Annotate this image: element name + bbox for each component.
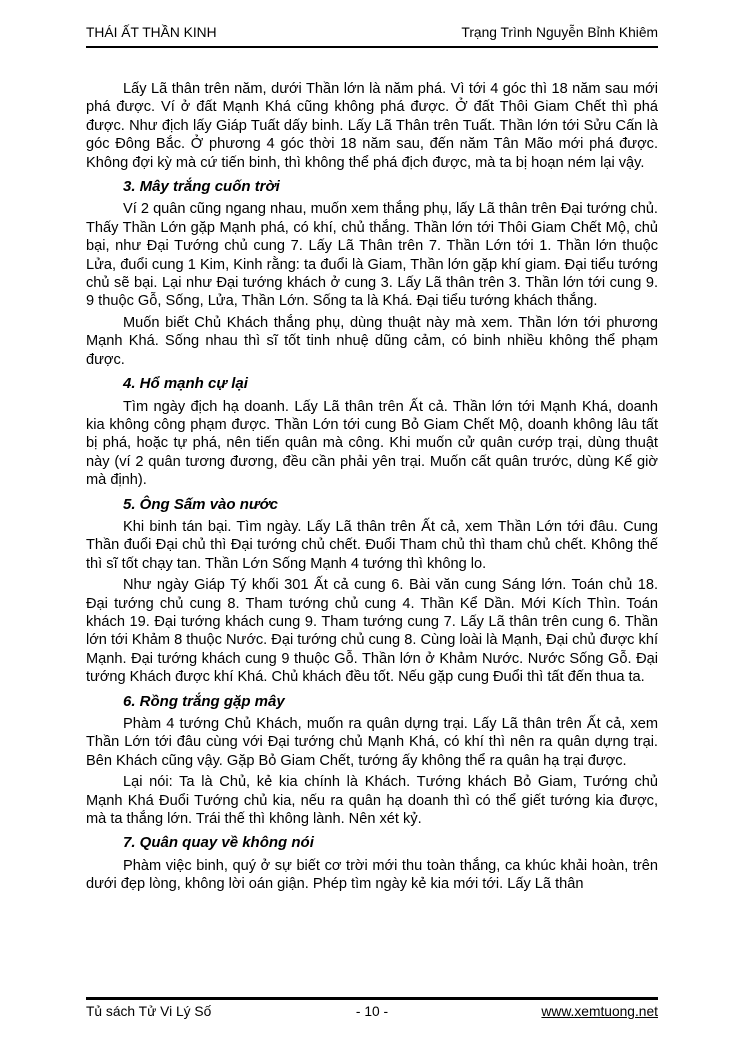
section-7-heading: 7. Quân quay về không nói bbox=[123, 834, 314, 852]
footer-website-link[interactable]: www.xemtuong.net bbox=[541, 1004, 658, 1019]
section-4-heading: 4. Hổ mạnh cự lại bbox=[123, 375, 248, 393]
body-paragraph: Phàm 4 tướng Chủ Khách, muốn ra quân dựng trại. Lấy Lã thân trên Ất cả, xem Thần Lớn tới đâu cùng với Đại tướng chủ Mạnh Khá, có khí thì nên ra quân dựng trại. Bên Khách cũng vậy. Gặp Bỏ Giam Chết, tướng ấy không thể ra quân hạ trại được. bbox=[86, 716, 658, 769]
body-paragraph: Ví 2 quân cũng ngang nhau, muốn xem thắng phụ, lấy Lã thân trên Đại tướng chủ. Thấy Thần Lớn gặp Mạnh phá, có khí, chủ thắng. Thần lớn tới Thôi Giam Chết Mộ, chủ bại, như Đại Tướng chủ cung 7. Lấy Lã Thân trên 7. Thần Lớn tới 1. Thần lớn thuộc Lửa, đuổi cung 1 Kim, Kinh rằng: ta đuổi là Giam, Thần lớn gặp khí giam. Đại tiểu tướng chủ sẽ bại. Lại như Đại tướng khách ở cung 3. Lấy Lã thân trên 3. Thần lớn tới cung 9. 9 thuộc Gỗ, Sống, Lửa, Thần Lớn. Sống ta là Khá. Đại tiểu tướng khách thắng. bbox=[86, 201, 658, 310]
page-body bbox=[86, 80, 658, 897]
header-rule bbox=[86, 46, 658, 48]
author-name: Trạng Trình Nguyễn Bỉnh Khiêm bbox=[461, 25, 658, 40]
body-paragraph: Tìm ngày địch hạ doanh. Lấy Lã thân trên Ất cả. Thần lớn tới Mạnh Khá, doanh kia không công phạm được. Thần Lớn tới cung Bỏ Giam Chết Mộ, doanh không lâu tất bị phá, hoặc tự phá, nên tiến quân mà công. Khi muốn cử quân cướp trại, dùng thuật này (ví 2 quân tương đương, đều cần phải yên trại. Muốn cất quân trước, dùng Kể giờ mà định). bbox=[86, 398, 658, 489]
body-paragraph: Lại nói: Ta là Chủ, kẻ kia chính là Khách. Tướng khách Bỏ Giam, Tướng chủ Mạnh Khá Đuổi Tướng chủ kia, nếu ra quân hạ doanh thì có thể giết tướng kia được, mà ta thắng lớn. Trái thế thì không lành. Nên xét kỷ. bbox=[86, 774, 658, 828]
body-paragraph: Như ngày Giáp Tý khối 301 Ất cả cung 6. Bài văn cung Sáng lớn. Toán chủ 18. Đại tướng chủ cung 8. Tham tướng chủ cung 4. Thần Kể Dần. Mới Kích Thìn. Toán khách 19. Đại tướng khách cung 9. Tham tướng cung 7. Lấy Lã thân trên cung 6. Thần lớn tới Khảm 8 thuộc Nước. Đại tướng chủ cung 8. Cùng loài là Mạnh, Đại chủ được khí Mạnh. Đại tướng khách cung 9 thuộc Gỗ. Thần lớn ở Khảm Nước. Nước Sống Gỗ. Đại tướng Khách được khí Khá. Chủ khách đều tốt. Nếu gặp cung Đuổi thì tất đến thua ta. bbox=[86, 577, 658, 686]
section-5-heading: 5. Ông Sấm vào nước bbox=[123, 495, 278, 513]
page-header bbox=[86, 24, 658, 41]
section-6-heading: 6. Rồng trắng gặp mây bbox=[123, 692, 285, 710]
page-footer bbox=[86, 997, 658, 1020]
body-paragraph: Khi binh tán bại. Tìm ngày. Lấy Lã thân trên Ất cả, xem Thần Lớn tới đâu. Cung Thần đuổi Đại chủ thì Đại tướng chủ chết. Đuổi Tham chủ thì tham chủ chết. Không thế thì sĩ tốt chạy tan. Thần Lớn Sống Mạnh 4 tướng thì không lo. bbox=[86, 518, 658, 572]
section-3-heading: 3. Mây trắng cuốn trời bbox=[123, 178, 280, 196]
book-title: THÁI ẤT THẦN KINH bbox=[86, 25, 217, 40]
body-paragraph: Phàm việc binh, quý ở sự biết cơ trời mới thu toàn thắng, ca khúc khải hoàn, trên dưới đẹp lòng, không lời oán giận. Phép tìm ngày kẻ kia mới tới. Lấy Lã thân bbox=[86, 857, 658, 893]
body-paragraph: Muốn biết Chủ Khách thắng phụ, dùng thuật này mà xem. Thần lớn tới phương Mạnh Khá. Sống nhau thì sĩ tốt tinh nhuệ dũng cảm, có binh nhiều không thể phạm được. bbox=[86, 314, 658, 368]
footer-series-title: Tủ sách Tử Vi Lý Số bbox=[86, 1004, 212, 1019]
page-number: - 10 - bbox=[355, 1004, 389, 1019]
body-paragraph: Lấy Lã thân trên năm, dưới Thần lớn là năm phá. Vì tới 4 góc thì 18 năm sau mới phá được. Ví ở đất Mạnh Khá cũng không phá được. Ở đất Thôi Giam Chết thì phá được. Như địch lấy Giáp Tuất dấy binh. Lấy Lã Thân trên Tuất. Thần lớn tới Sửu Cấn là góc Đông Bắc. Ở phương 4 góc thời 18 năm sau, đến năm Tân Mão mới phá được. Không đợi kỳ mà cứ tiến binh, thì không thể phá địch được, mà ta bị hoạn ném lại vậy. bbox=[86, 81, 658, 171]
